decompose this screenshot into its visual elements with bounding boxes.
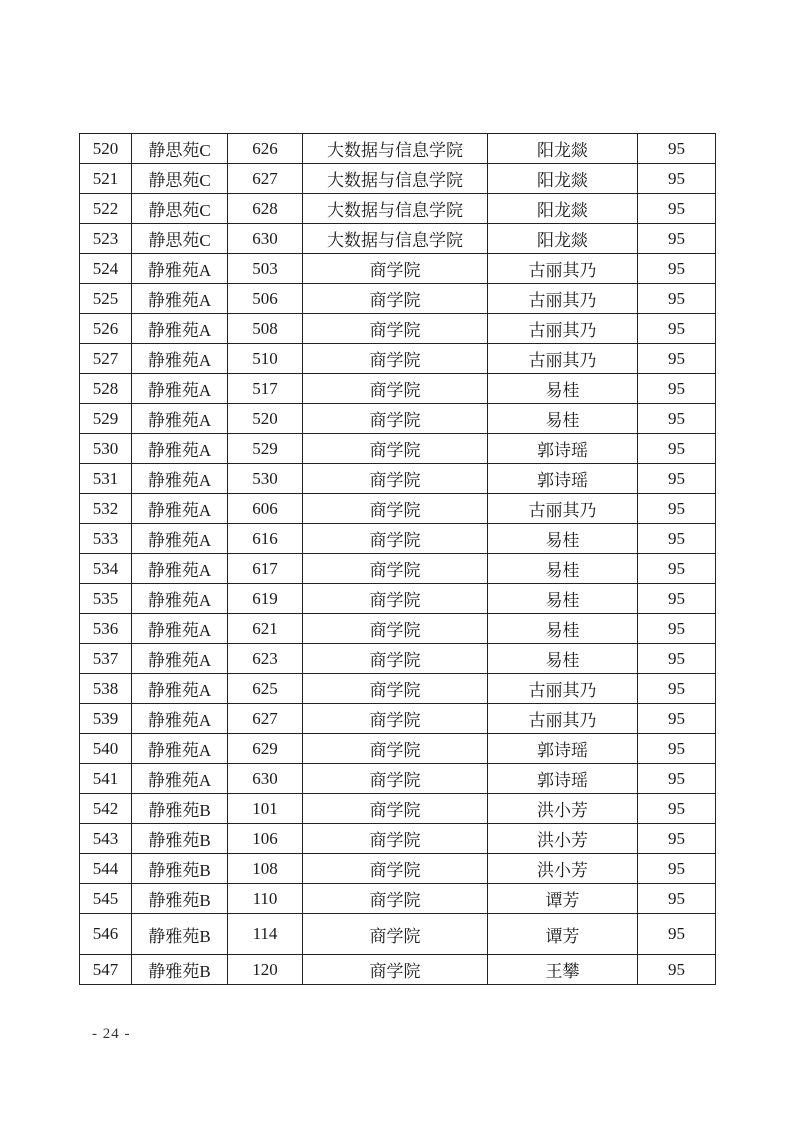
- dormitory-score-table: [79, 133, 716, 985]
- building-cell: 静雅苑A: [132, 734, 228, 764]
- college-cell: 商学院: [303, 794, 488, 824]
- college-cell: 商学院: [303, 824, 488, 854]
- building-cell: 静雅苑B: [132, 914, 228, 955]
- responsible-person-cell: 阳龙燚: [488, 224, 638, 254]
- score-cell: 95: [638, 584, 716, 614]
- college-cell: 商学院: [303, 734, 488, 764]
- table-row: [80, 614, 716, 644]
- room-number-cell: 621: [228, 614, 303, 644]
- score-cell: 95: [638, 194, 716, 224]
- responsible-person-cell: 阳龙燚: [488, 194, 638, 224]
- table-row: [80, 494, 716, 524]
- score-cell: 95: [638, 644, 716, 674]
- building-cell: 静思苑C: [132, 194, 228, 224]
- responsible-person-cell: 易桂: [488, 524, 638, 554]
- row-number-cell: 523: [80, 224, 132, 254]
- college-cell: 商学院: [303, 554, 488, 584]
- room-number-cell: 619: [228, 584, 303, 614]
- score-cell: 95: [638, 494, 716, 524]
- responsible-person-cell: 易桂: [488, 554, 638, 584]
- score-cell: 95: [638, 284, 716, 314]
- college-cell: 大数据与信息学院: [303, 164, 488, 194]
- building-cell: 静雅苑A: [132, 434, 228, 464]
- room-number-cell: 120: [228, 955, 303, 985]
- room-number-cell: 629: [228, 734, 303, 764]
- college-cell: 商学院: [303, 374, 488, 404]
- room-number-cell: 529: [228, 434, 303, 464]
- table-row: [80, 854, 716, 884]
- college-cell: 商学院: [303, 254, 488, 284]
- table-row: [80, 464, 716, 494]
- table-row: [80, 194, 716, 224]
- college-cell: 商学院: [303, 914, 488, 955]
- responsible-person-cell: 古丽其乃: [488, 314, 638, 344]
- row-number-cell: 532: [80, 494, 132, 524]
- score-cell: 95: [638, 764, 716, 794]
- row-number-cell: 544: [80, 854, 132, 884]
- room-number-cell: 623: [228, 644, 303, 674]
- score-cell: 95: [638, 134, 716, 164]
- college-cell: 商学院: [303, 854, 488, 884]
- row-number-cell: 542: [80, 794, 132, 824]
- score-cell: 95: [638, 614, 716, 644]
- page-number: - 24 -: [92, 1026, 131, 1042]
- responsible-person-cell: 古丽其乃: [488, 344, 638, 374]
- building-cell: 静雅苑A: [132, 524, 228, 554]
- table-row: [80, 734, 716, 764]
- room-number-cell: 110: [228, 884, 303, 914]
- college-cell: 商学院: [303, 314, 488, 344]
- room-number-cell: 517: [228, 374, 303, 404]
- college-cell: 商学院: [303, 614, 488, 644]
- table-body: [80, 134, 716, 985]
- score-cell: 95: [638, 224, 716, 254]
- row-number-cell: 536: [80, 614, 132, 644]
- building-cell: 静雅苑B: [132, 884, 228, 914]
- row-number-cell: 528: [80, 374, 132, 404]
- table-row: [80, 794, 716, 824]
- row-number-cell: 520: [80, 134, 132, 164]
- table-row: [80, 674, 716, 704]
- college-cell: 商学院: [303, 955, 488, 985]
- row-number-cell: 527: [80, 344, 132, 374]
- table-row: [80, 955, 716, 985]
- room-number-cell: 626: [228, 134, 303, 164]
- college-cell: 商学院: [303, 764, 488, 794]
- row-number-cell: 534: [80, 554, 132, 584]
- building-cell: 静雅苑A: [132, 254, 228, 284]
- row-number-cell: 541: [80, 764, 132, 794]
- room-number-cell: 616: [228, 524, 303, 554]
- table-row: [80, 164, 716, 194]
- score-cell: 95: [638, 955, 716, 985]
- responsible-person-cell: 古丽其乃: [488, 254, 638, 284]
- room-number-cell: 630: [228, 224, 303, 254]
- score-cell: 95: [638, 374, 716, 404]
- score-cell: 95: [638, 344, 716, 374]
- table-row: [80, 434, 716, 464]
- table-row: [80, 764, 716, 794]
- table-row: [80, 254, 716, 284]
- building-cell: 静雅苑A: [132, 614, 228, 644]
- responsible-person-cell: 洪小芳: [488, 854, 638, 884]
- score-cell: 95: [638, 674, 716, 704]
- table-row: [80, 524, 716, 554]
- responsible-person-cell: 易桂: [488, 374, 638, 404]
- building-cell: 静雅苑A: [132, 314, 228, 344]
- row-number-cell: 546: [80, 914, 132, 955]
- building-cell: 静雅苑B: [132, 824, 228, 854]
- responsible-person-cell: 易桂: [488, 584, 638, 614]
- building-cell: 静雅苑A: [132, 674, 228, 704]
- row-number-cell: 537: [80, 644, 132, 674]
- building-cell: 静雅苑B: [132, 794, 228, 824]
- responsible-person-cell: 古丽其乃: [488, 494, 638, 524]
- room-number-cell: 606: [228, 494, 303, 524]
- row-number-cell: 547: [80, 955, 132, 985]
- score-cell: 95: [638, 914, 716, 955]
- college-cell: 商学院: [303, 524, 488, 554]
- row-number-cell: 521: [80, 164, 132, 194]
- building-cell: 静思苑C: [132, 224, 228, 254]
- college-cell: 大数据与信息学院: [303, 194, 488, 224]
- building-cell: 静雅苑A: [132, 554, 228, 584]
- score-cell: 95: [638, 404, 716, 434]
- college-cell: 商学院: [303, 494, 488, 524]
- score-cell: 95: [638, 164, 716, 194]
- room-number-cell: 101: [228, 794, 303, 824]
- row-number-cell: 525: [80, 284, 132, 314]
- table-row: [80, 644, 716, 674]
- responsible-person-cell: 谭芳: [488, 914, 638, 955]
- table-row: [80, 704, 716, 734]
- table-row: [80, 584, 716, 614]
- row-number-cell: 543: [80, 824, 132, 854]
- room-number-cell: 106: [228, 824, 303, 854]
- building-cell: 静思苑C: [132, 164, 228, 194]
- row-number-cell: 533: [80, 524, 132, 554]
- row-number-cell: 540: [80, 734, 132, 764]
- building-cell: 静雅苑A: [132, 644, 228, 674]
- college-cell: 商学院: [303, 674, 488, 704]
- building-cell: 静雅苑B: [132, 955, 228, 985]
- score-cell: 95: [638, 254, 716, 284]
- score-cell: 95: [638, 734, 716, 764]
- college-cell: 大数据与信息学院: [303, 224, 488, 254]
- table-row: [80, 824, 716, 854]
- responsible-person-cell: 郭诗瑶: [488, 734, 638, 764]
- building-cell: 静雅苑A: [132, 764, 228, 794]
- row-number-cell: 530: [80, 434, 132, 464]
- table-row: [80, 344, 716, 374]
- building-cell: 静雅苑B: [132, 854, 228, 884]
- responsible-person-cell: 洪小芳: [488, 794, 638, 824]
- responsible-person-cell: 易桂: [488, 404, 638, 434]
- score-cell: 95: [638, 854, 716, 884]
- building-cell: 静雅苑A: [132, 464, 228, 494]
- room-number-cell: 530: [228, 464, 303, 494]
- college-cell: 商学院: [303, 644, 488, 674]
- room-number-cell: 108: [228, 854, 303, 884]
- score-cell: 95: [638, 794, 716, 824]
- room-number-cell: 510: [228, 344, 303, 374]
- room-number-cell: 627: [228, 704, 303, 734]
- college-cell: 商学院: [303, 344, 488, 374]
- college-cell: 商学院: [303, 464, 488, 494]
- responsible-person-cell: 郭诗瑶: [488, 464, 638, 494]
- room-number-cell: 508: [228, 314, 303, 344]
- responsible-person-cell: 阳龙燚: [488, 134, 638, 164]
- college-cell: 商学院: [303, 404, 488, 434]
- college-cell: 商学院: [303, 584, 488, 614]
- college-cell: 大数据与信息学院: [303, 134, 488, 164]
- responsible-person-cell: 郭诗瑶: [488, 434, 638, 464]
- score-cell: 95: [638, 314, 716, 344]
- score-cell: 95: [638, 884, 716, 914]
- table-row: [80, 224, 716, 254]
- row-number-cell: 539: [80, 704, 132, 734]
- responsible-person-cell: 洪小芳: [488, 824, 638, 854]
- row-number-cell: 529: [80, 404, 132, 434]
- score-cell: 95: [638, 554, 716, 584]
- row-number-cell: 526: [80, 314, 132, 344]
- building-cell: 静雅苑A: [132, 284, 228, 314]
- row-number-cell: 545: [80, 884, 132, 914]
- score-cell: 95: [638, 824, 716, 854]
- responsible-person-cell: 谭芳: [488, 884, 638, 914]
- room-number-cell: 503: [228, 254, 303, 284]
- room-number-cell: 625: [228, 674, 303, 704]
- responsible-person-cell: 古丽其乃: [488, 674, 638, 704]
- building-cell: 静思苑C: [132, 134, 228, 164]
- responsible-person-cell: 阳龙燚: [488, 164, 638, 194]
- table-row: [80, 134, 716, 164]
- room-number-cell: 628: [228, 194, 303, 224]
- row-number-cell: 535: [80, 584, 132, 614]
- building-cell: 静雅苑A: [132, 494, 228, 524]
- responsible-person-cell: 易桂: [488, 614, 638, 644]
- score-cell: 95: [638, 434, 716, 464]
- room-number-cell: 114: [228, 914, 303, 955]
- responsible-person-cell: 古丽其乃: [488, 284, 638, 314]
- table-row: [80, 884, 716, 914]
- college-cell: 商学院: [303, 284, 488, 314]
- score-cell: 95: [638, 464, 716, 494]
- table-row: [80, 914, 716, 955]
- row-number-cell: 538: [80, 674, 132, 704]
- building-cell: 静雅苑A: [132, 704, 228, 734]
- building-cell: 静雅苑A: [132, 344, 228, 374]
- college-cell: 商学院: [303, 704, 488, 734]
- table-row: [80, 374, 716, 404]
- responsible-person-cell: 王攀: [488, 955, 638, 985]
- table-row: [80, 284, 716, 314]
- building-cell: 静雅苑A: [132, 584, 228, 614]
- row-number-cell: 522: [80, 194, 132, 224]
- score-cell: 95: [638, 704, 716, 734]
- room-number-cell: 630: [228, 764, 303, 794]
- table-row: [80, 404, 716, 434]
- row-number-cell: 524: [80, 254, 132, 284]
- room-number-cell: 520: [228, 404, 303, 434]
- responsible-person-cell: 古丽其乃: [488, 704, 638, 734]
- room-number-cell: 627: [228, 164, 303, 194]
- room-number-cell: 617: [228, 554, 303, 584]
- building-cell: 静雅苑A: [132, 404, 228, 434]
- college-cell: 商学院: [303, 884, 488, 914]
- table-row: [80, 314, 716, 344]
- building-cell: 静雅苑A: [132, 374, 228, 404]
- responsible-person-cell: 郭诗瑶: [488, 764, 638, 794]
- responsible-person-cell: 易桂: [488, 644, 638, 674]
- college-cell: 商学院: [303, 434, 488, 464]
- table-row: [80, 554, 716, 584]
- row-number-cell: 531: [80, 464, 132, 494]
- room-number-cell: 506: [228, 284, 303, 314]
- score-cell: 95: [638, 524, 716, 554]
